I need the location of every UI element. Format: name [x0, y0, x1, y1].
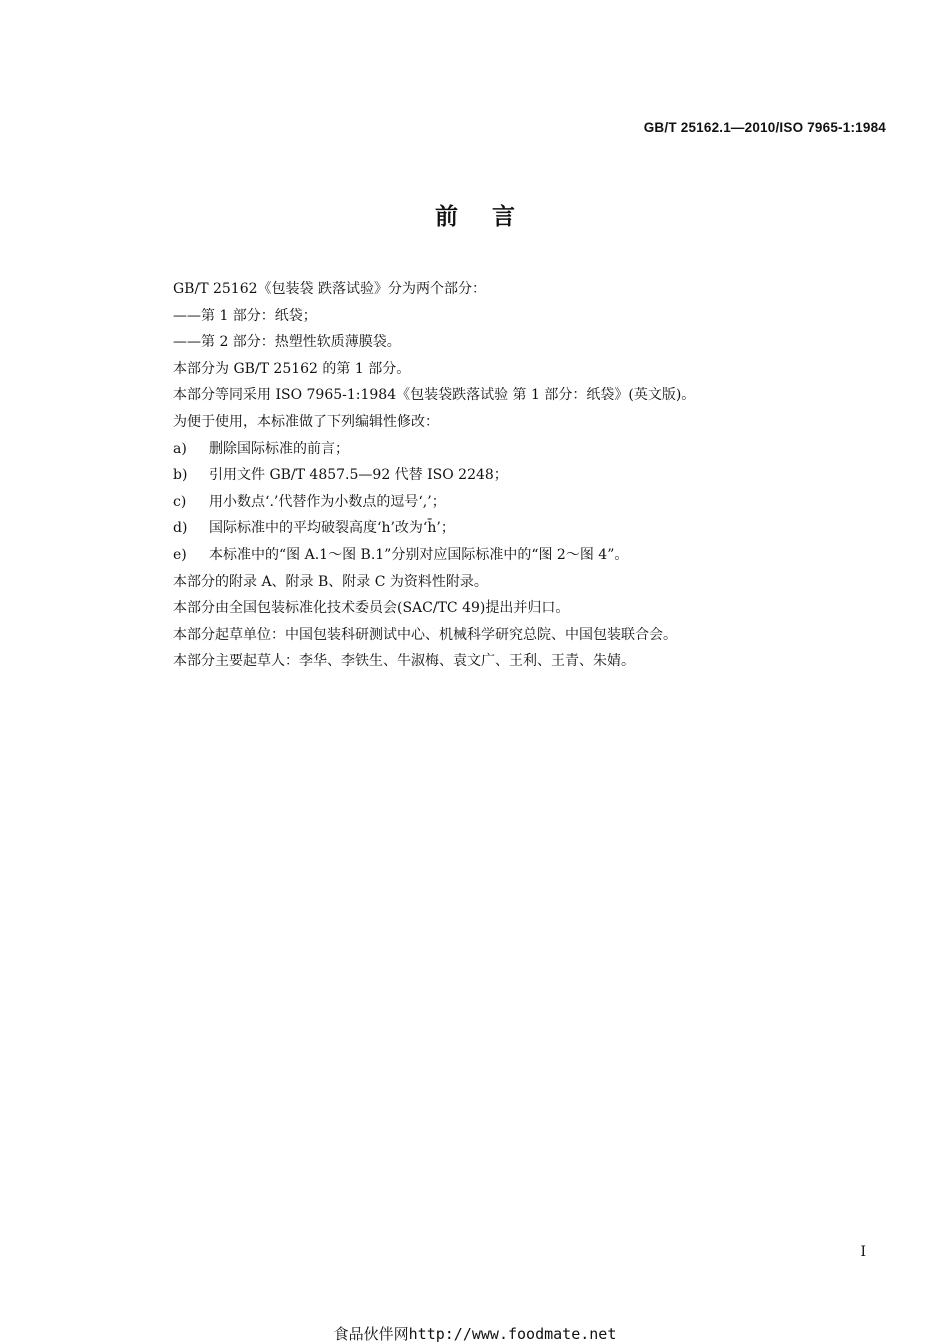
- page-number: I: [860, 1244, 866, 1260]
- standard-number: GB/T 25162.1—2010/ISO 7965-1:1984: [643, 120, 886, 135]
- list-item: [173, 489, 893, 516]
- paragraph: 本部分由全国包装标准化技术委员会(SAC/TC 49)提出并归口。: [173, 600, 570, 617]
- paragraph: 为便于使用，本标准做了下列编辑性修改：: [173, 413, 439, 430]
- paragraph: 本部分起草单位：中国包装科研测试中心、机械科学研究总院、中国包装联合会。: [173, 626, 677, 643]
- list-marker: b): [173, 467, 188, 484]
- list-item-text: 删除国际标准的前言；: [209, 440, 349, 457]
- list-item: [173, 462, 893, 489]
- paragraph: 本部分为 GB/T 25162 的第 1 部分。: [173, 360, 411, 377]
- paragraph: 本部分的附录 A、附录 B、附录 C 为资料性附录。: [173, 573, 488, 590]
- page-title: 前言: [435, 204, 549, 230]
- list-item-text: 国际标准中的平均破裂高度‘h’改为‘h̄’；: [209, 520, 455, 537]
- list-item: [173, 515, 893, 542]
- list-item-text: 引用文件 GB/T 4857.5—92 代替 ISO 2248；: [209, 467, 508, 484]
- list-marker: c): [173, 493, 187, 510]
- list-item-text: 用小数点‘.’代替作为小数点的逗号‘,’；: [209, 493, 446, 510]
- list-marker: d): [173, 520, 188, 537]
- paragraph: 本部分主要起草人：李华、李铁生、牛淑梅、袁文广、王利、王青、朱婧。: [173, 653, 635, 670]
- paragraph: GB/T 25162《包装袋 跌落试验》分为两个部分：: [173, 281, 486, 297]
- footer-url[interactable]: http://www.foodmate.net: [408, 1325, 617, 1343]
- list-marker: a): [173, 440, 187, 457]
- foreword-body: [173, 276, 893, 675]
- footer-watermark: [0, 1323, 950, 1344]
- list-marker: e): [173, 546, 187, 563]
- list-item: [173, 436, 893, 463]
- list-item-text: 本标准中的“图 A.1～图 B.1”分别对应国际标准中的“图 2～图 4”。: [209, 546, 629, 563]
- paragraph: ——第 1 部分：纸袋；: [173, 307, 317, 324]
- footer-site-name: 食品伙伴网: [333, 1325, 409, 1343]
- paragraph: ——第 2 部分：热塑性软质薄膜袋。: [173, 334, 401, 351]
- list-item: [173, 542, 893, 569]
- paragraph: 本部分等同采用 ISO 7965-1:1984《包装袋跌落试验 第 1 部分：纸袋》(英文版)。: [173, 387, 696, 404]
